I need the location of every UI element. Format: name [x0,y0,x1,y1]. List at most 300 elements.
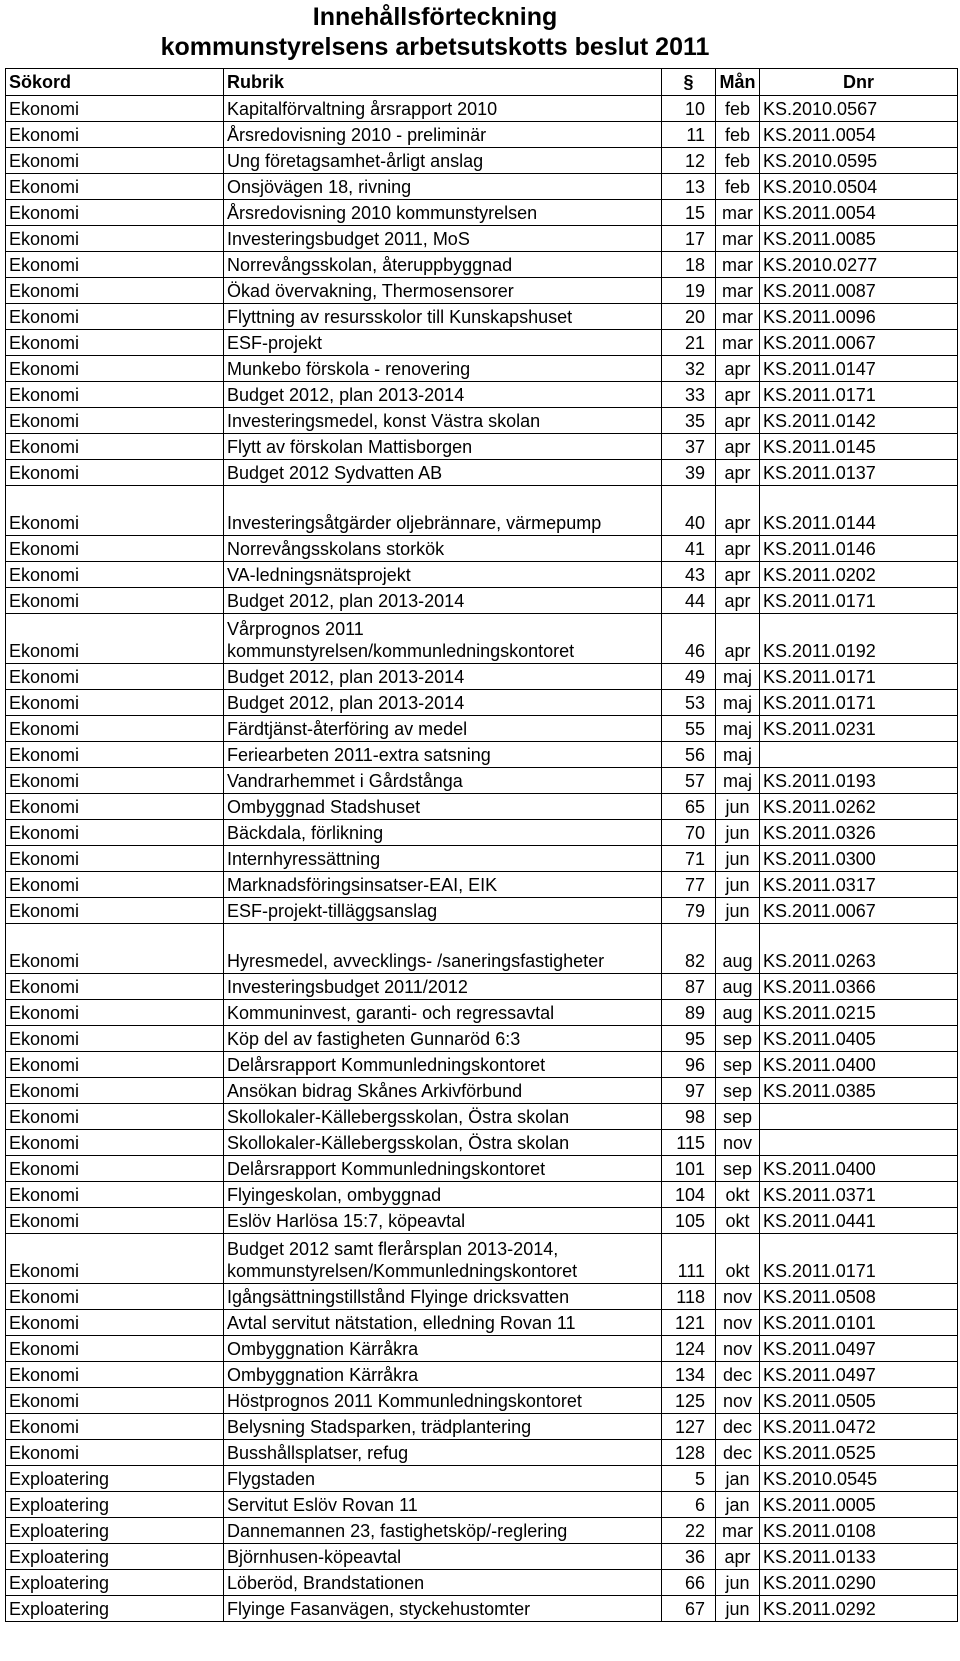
cell-paragraph: 20 [662,304,716,330]
cell-sokord: Ekonomi [6,1078,224,1104]
cell-rubrik: Investeringsbudget 2011/2012 [224,974,662,1000]
cell-sokord: Ekonomi [6,408,224,434]
cell-dnr: KS.2011.0215 [760,1000,958,1026]
cell-paragraph: 82 [662,924,716,974]
toc-table [5,68,958,1622]
cell-rubrik: Investeringsåtgärder oljebrännare, värmepump [224,486,662,536]
cell-sokord: Ekonomi [6,1052,224,1078]
cell-month: nov [716,1388,760,1414]
cell-month: aug [716,974,760,1000]
cell-dnr: KS.2011.0054 [760,122,958,148]
table-row [6,1466,958,1492]
cell-rubrik: Vandrarhemmet i Gårdstånga [224,768,662,794]
cell-month: jun [716,1596,760,1622]
table-row [6,1414,958,1440]
cell-rubrik: Dannemannen 23, fastighetsköp/-reglering [224,1518,662,1544]
cell-month: maj [716,664,760,690]
cell-paragraph: 46 [662,614,716,664]
cell-dnr: KS.2011.0067 [760,898,958,924]
table-row [6,408,958,434]
cell-month: aug [716,924,760,974]
cell-month: nov [716,1130,760,1156]
cell-dnr: KS.2011.0472 [760,1414,958,1440]
cell-paragraph: 97 [662,1078,716,1104]
cell-rubrik: Ombyggnation Kärråkra [224,1362,662,1388]
cell-month: apr [716,536,760,562]
cell-dnr: KS.2011.0142 [760,408,958,434]
cell-paragraph: 65 [662,794,716,820]
cell-rubrik: Budget 2012, plan 2013-2014 [224,382,662,408]
cell-dnr: KS.2011.0054 [760,200,958,226]
cell-sokord: Ekonomi [6,330,224,356]
cell-paragraph: 41 [662,536,716,562]
cell-sokord: Ekonomi [6,1336,224,1362]
table-row [6,304,958,330]
cell-dnr: KS.2011.0508 [760,1284,958,1310]
cell-month: apr [716,1544,760,1570]
cell-paragraph: 118 [662,1284,716,1310]
cell-month: maj [716,716,760,742]
cell-rubrik: Busshållsplatser, refug [224,1440,662,1466]
cell-month: apr [716,434,760,460]
cell-month: jun [716,794,760,820]
cell-month: sep [716,1026,760,1052]
cell-sokord: Exploatering [6,1466,224,1492]
cell-sokord: Ekonomi [6,898,224,924]
table-row [6,174,958,200]
cell-month: jun [716,872,760,898]
cell-rubrik: Budget 2012 Sydvatten AB [224,460,662,486]
table-row [6,974,958,1000]
cell-sokord: Ekonomi [6,820,224,846]
cell-dnr: KS.2011.0067 [760,330,958,356]
cell-dnr: KS.2011.0300 [760,846,958,872]
table-row [6,1544,958,1570]
cell-dnr: KS.2011.0231 [760,716,958,742]
table-row [6,148,958,174]
cell-sokord: Ekonomi [6,200,224,226]
cell-paragraph: 101 [662,1156,716,1182]
cell-month: jun [716,898,760,924]
cell-paragraph: 44 [662,588,716,614]
cell-rubrik: Flyinge Fasanvägen, styckehustomter [224,1596,662,1622]
table-row [6,1130,958,1156]
cell-month: apr [716,408,760,434]
table-row [6,716,958,742]
cell-dnr: KS.2010.0277 [760,252,958,278]
cell-paragraph: 56 [662,742,716,768]
table-row [6,1518,958,1544]
cell-dnr: KS.2011.0133 [760,1544,958,1570]
table-row [6,794,958,820]
cell-dnr: KS.2011.0108 [760,1518,958,1544]
cell-paragraph: 18 [662,252,716,278]
toc-body [6,96,958,1622]
cell-sokord: Exploatering [6,1544,224,1570]
cell-dnr: KS.2011.0171 [760,664,958,690]
cell-rubrik: Hyresmedel, avvecklings- /saneringsfastigheter [224,924,662,974]
cell-sokord: Ekonomi [6,664,224,690]
cell-month: apr [716,382,760,408]
cell-month: jun [716,846,760,872]
cell-sokord: Exploatering [6,1492,224,1518]
cell-rubrik: Ung företagsamhet-årligt anslag [224,148,662,174]
cell-rubrik: Ökad övervakning, Thermosensorer [224,278,662,304]
cell-rubrik: Munkebo förskola - renovering [224,356,662,382]
cell-rubrik: Delårsrapport Kommunledningskontoret [224,1156,662,1182]
cell-month: mar [716,252,760,278]
table-row [6,1156,958,1182]
cell-rubrik: Löberöd, Brandstationen [224,1570,662,1596]
cell-dnr: KS.2011.0292 [760,1596,958,1622]
cell-rubrik: Bäckdala, förlikning [224,820,662,846]
cell-dnr: KS.2011.0405 [760,1026,958,1052]
cell-month: feb [716,122,760,148]
cell-month: dec [716,1362,760,1388]
table-row [6,588,958,614]
cell-sokord: Ekonomi [6,1362,224,1388]
cell-dnr: KS.2011.0317 [760,872,958,898]
cell-paragraph: 134 [662,1362,716,1388]
cell-month: nov [716,1336,760,1362]
table-row [6,1362,958,1388]
header-paragraph: § [662,69,716,96]
cell-paragraph: 87 [662,974,716,1000]
document-title: Innehållsförteckning [312,3,558,31]
cell-rubrik: Onsjövägen 18, rivning [224,174,662,200]
cell-month: jun [716,1570,760,1596]
table-row [6,846,958,872]
table-row [6,486,958,536]
table-row [6,278,958,304]
cell-month: sep [716,1052,760,1078]
cell-paragraph: 35 [662,408,716,434]
cell-paragraph: 36 [662,1544,716,1570]
cell-month: jan [716,1466,760,1492]
table-row [6,1026,958,1052]
cell-sokord: Ekonomi [6,1440,224,1466]
cell-paragraph: 71 [662,846,716,872]
cell-paragraph: 5 [662,1466,716,1492]
table-row [6,820,958,846]
cell-rubrik: ESF-projekt [224,330,662,356]
cell-dnr: KS.2010.0504 [760,174,958,200]
cell-paragraph: 89 [662,1000,716,1026]
table-row [6,356,958,382]
cell-sokord: Ekonomi [6,562,224,588]
cell-month: sep [716,1104,760,1130]
cell-sokord: Ekonomi [6,536,224,562]
cell-sokord: Ekonomi [6,872,224,898]
table-row [6,1182,958,1208]
cell-month: jun [716,820,760,846]
cell-sokord: Ekonomi [6,252,224,278]
cell-dnr: KS.2011.0497 [760,1336,958,1362]
cell-rubrik: Norrevångsskolan, återuppbyggnad [224,252,662,278]
cell-rubrik: Marknadsföringsinsatser-EAI, EIK [224,872,662,898]
cell-sokord: Ekonomi [6,1130,224,1156]
cell-dnr: KS.2010.0567 [760,96,958,122]
cell-sokord: Ekonomi [6,304,224,330]
table-row [6,252,958,278]
cell-sokord: Ekonomi [6,794,224,820]
cell-paragraph: 53 [662,690,716,716]
cell-paragraph: 22 [662,1518,716,1544]
cell-sokord: Ekonomi [6,1310,224,1336]
cell-paragraph: 66 [662,1570,716,1596]
table-row [6,434,958,460]
cell-sokord: Ekonomi [6,148,224,174]
cell-paragraph: 127 [662,1414,716,1440]
cell-rubrik: Kapitalförvaltning årsrapport 2010 [224,96,662,122]
cell-rubrik: Investeringsbudget 2011, MoS [224,226,662,252]
cell-paragraph: 79 [662,898,716,924]
cell-sokord: Ekonomi [6,924,224,974]
cell-sokord: Ekonomi [6,1000,224,1026]
header-dnr: Dnr [760,69,958,96]
cell-dnr: KS.2011.0171 [760,382,958,408]
table-row [6,614,958,664]
table-row [6,1000,958,1026]
title-block [0,2,960,62]
cell-paragraph: 40 [662,486,716,536]
cell-dnr: KS.2011.0171 [760,588,958,614]
cell-month: maj [716,768,760,794]
cell-paragraph: 128 [662,1440,716,1466]
cell-paragraph: 10 [662,96,716,122]
cell-rubrik: Investeringsmedel, konst Västra skolan [224,408,662,434]
table-row [6,200,958,226]
cell-paragraph: 37 [662,434,716,460]
cell-month: apr [716,588,760,614]
header-rubrik: Rubrik [224,69,662,96]
cell-paragraph: 33 [662,382,716,408]
table-row [6,1336,958,1362]
cell-rubrik: Flytt av förskolan Mattisborgen [224,434,662,460]
cell-paragraph: 15 [662,200,716,226]
cell-sokord: Ekonomi [6,460,224,486]
cell-sokord: Ekonomi [6,768,224,794]
cell-dnr: KS.2011.0146 [760,536,958,562]
cell-dnr: KS.2011.0505 [760,1388,958,1414]
cell-dnr [760,742,958,768]
cell-rubrik: Flygstaden [224,1466,662,1492]
cell-month: sep [716,1156,760,1182]
cell-rubrik: Flyttning av resursskolor till Kunskapshuset [224,304,662,330]
cell-paragraph: 19 [662,278,716,304]
table-row [6,1440,958,1466]
cell-rubrik: Servitut Eslöv Rovan 11 [224,1492,662,1518]
table-row [6,1104,958,1130]
cell-dnr: KS.2010.0595 [760,148,958,174]
cell-paragraph: 11 [662,122,716,148]
cell-month: okt [716,1208,760,1234]
cell-rubrik: Skollokaler-Källebergsskolan, Östra skolan [224,1104,662,1130]
cell-dnr: KS.2011.0101 [760,1310,958,1336]
table-row [6,768,958,794]
cell-dnr [760,1104,958,1130]
cell-rubrik: VA-ledningsnätsprojekt [224,562,662,588]
table-row [6,330,958,356]
table-row [6,664,958,690]
cell-rubrik: Budget 2012, plan 2013-2014 [224,588,662,614]
cell-paragraph: 70 [662,820,716,846]
table-row [6,96,958,122]
cell-dnr: KS.2011.0171 [760,1234,958,1284]
cell-sokord: Ekonomi [6,96,224,122]
cell-dnr: KS.2011.0193 [760,768,958,794]
cell-rubrik: ESF-projekt-tilläggsanslag [224,898,662,924]
cell-month: feb [716,96,760,122]
cell-rubrik: Igångsättningstillstånd Flyinge dricksvatten [224,1284,662,1310]
cell-dnr: KS.2011.0385 [760,1078,958,1104]
cell-sokord: Ekonomi [6,174,224,200]
cell-dnr [760,1130,958,1156]
cell-month: maj [716,690,760,716]
table-row [6,1234,958,1284]
cell-rubrik: Ombyggnation Kärråkra [224,1336,662,1362]
cell-paragraph: 67 [662,1596,716,1622]
cell-sokord: Ekonomi [6,742,224,768]
cell-month: dec [716,1414,760,1440]
cell-dnr: KS.2011.0144 [760,486,958,536]
cell-dnr: KS.2011.0096 [760,304,958,330]
cell-paragraph: 125 [662,1388,716,1414]
table-row [6,1078,958,1104]
table-row [6,872,958,898]
cell-paragraph: 124 [662,1336,716,1362]
cell-dnr: KS.2011.0290 [760,1570,958,1596]
cell-sokord: Ekonomi [6,846,224,872]
table-row [6,122,958,148]
cell-paragraph: 115 [662,1130,716,1156]
cell-paragraph: 12 [662,148,716,174]
cell-paragraph: 111 [662,1234,716,1284]
cell-rubrik: Feriearbeten 2011-extra satsning [224,742,662,768]
cell-dnr: KS.2011.0087 [760,278,958,304]
table-row [6,382,958,408]
table-row [6,690,958,716]
cell-sokord: Ekonomi [6,1234,224,1284]
cell-paragraph: 43 [662,562,716,588]
cell-month: feb [716,148,760,174]
cell-sokord: Ekonomi [6,588,224,614]
cell-paragraph: 32 [662,356,716,382]
cell-rubrik: Skollokaler-Källebergsskolan, Östra skolan [224,1130,662,1156]
cell-paragraph: 96 [662,1052,716,1078]
cell-sokord: Ekonomi [6,716,224,742]
cell-month: dec [716,1440,760,1466]
cell-sokord: Ekonomi [6,1388,224,1414]
cell-rubrik: Budget 2012, plan 2013-2014 [224,690,662,716]
cell-paragraph: 104 [662,1182,716,1208]
cell-rubrik: Internhyressättning [224,846,662,872]
cell-paragraph: 98 [662,1104,716,1130]
cell-sokord: Ekonomi [6,1156,224,1182]
table-row [6,226,958,252]
cell-rubrik: Köp del av fastigheten Gunnaröd 6:3 [224,1026,662,1052]
cell-paragraph: 39 [662,460,716,486]
cell-sokord: Exploatering [6,1596,224,1622]
cell-dnr: KS.2011.0263 [760,924,958,974]
cell-paragraph: 49 [662,664,716,690]
cell-month: mar [716,226,760,252]
table-row [6,1052,958,1078]
cell-rubrik: Avtal servitut nätstation, elledning Rovan 11 [224,1310,662,1336]
cell-paragraph: 121 [662,1310,716,1336]
cell-month: nov [716,1284,760,1310]
cell-dnr: KS.2010.0545 [760,1466,958,1492]
cell-month: mar [716,278,760,304]
cell-dnr: KS.2011.0400 [760,1052,958,1078]
cell-month: jan [716,1492,760,1518]
cell-dnr: KS.2011.0441 [760,1208,958,1234]
cell-paragraph: 21 [662,330,716,356]
cell-month: apr [716,614,760,664]
cell-month: sep [716,1078,760,1104]
cell-rubrik: Årsredovisning 2010 kommunstyrelsen [224,200,662,226]
cell-month: okt [716,1182,760,1208]
cell-rubrik: Ombyggnad Stadshuset [224,794,662,820]
cell-rubrik: Belysning Stadsparken, trädplantering [224,1414,662,1440]
cell-sokord: Ekonomi [6,1208,224,1234]
cell-month: feb [716,174,760,200]
cell-sokord: Ekonomi [6,382,224,408]
table-row [6,562,958,588]
cell-sokord: Ekonomi [6,356,224,382]
cell-month: apr [716,460,760,486]
document-subtitle: kommunstyrelsens arbetsutskotts beslut 2011 [160,33,710,61]
cell-sokord: Ekonomi [6,974,224,1000]
cell-dnr: KS.2011.0525 [760,1440,958,1466]
header-sokord: Sökord [6,69,224,96]
cell-paragraph: 55 [662,716,716,742]
cell-sokord: Ekonomi [6,1414,224,1440]
cell-sokord: Ekonomi [6,122,224,148]
cell-rubrik: Delårsrapport Kommunledningskontoret [224,1052,662,1078]
cell-sokord: Ekonomi [6,1104,224,1130]
cell-sokord: Ekonomi [6,278,224,304]
cell-month: mar [716,1518,760,1544]
cell-month: mar [716,200,760,226]
cell-rubrik: Björnhusen-köpeavtal [224,1544,662,1570]
cell-rubrik: Ansökan bidrag Skånes Arkivförbund [224,1078,662,1104]
cell-dnr: KS.2011.0147 [760,356,958,382]
table-row [6,1596,958,1622]
cell-month: apr [716,562,760,588]
cell-dnr: KS.2011.0400 [760,1156,958,1182]
header-row [6,69,958,96]
cell-rubrik: Norrevångsskolans storkök [224,536,662,562]
cell-dnr: KS.2011.0371 [760,1182,958,1208]
table-row [6,536,958,562]
cell-dnr: KS.2011.0171 [760,690,958,716]
cell-rubrik: Budget 2012 samt flerårsplan 2013-2014, kommunstyrelsen/Kommunledningskontoret [224,1234,662,1284]
cell-month: mar [716,330,760,356]
cell-dnr: KS.2011.0145 [760,434,958,460]
table-row [6,1310,958,1336]
cell-paragraph: 17 [662,226,716,252]
table-row [6,924,958,974]
cell-sokord: Exploatering [6,1570,224,1596]
cell-month: mar [716,304,760,330]
cell-dnr: KS.2011.0366 [760,974,958,1000]
table-row [6,1388,958,1414]
cell-dnr: KS.2011.0085 [760,226,958,252]
cell-month: apr [716,486,760,536]
cell-month: maj [716,742,760,768]
cell-sokord: Ekonomi [6,1284,224,1310]
